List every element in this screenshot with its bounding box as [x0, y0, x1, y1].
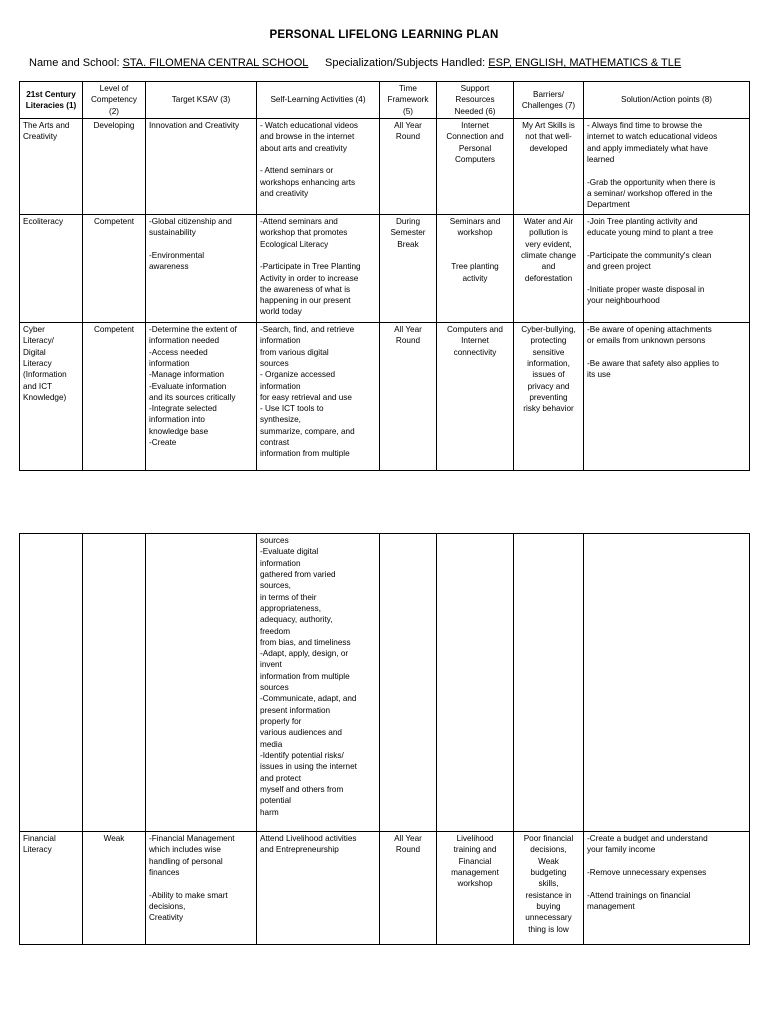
table-row	[20, 534, 750, 832]
solutions-cell: - Always find time to browse the internet to watch educational videos and apply immediately what have learned -Grab the opportunity when there is a seminar/ workshop offered in the Department	[584, 118, 750, 214]
level-cell: Competent	[83, 214, 146, 322]
header-resources: Support Resources Needed (6)	[437, 82, 514, 119]
header-activities: Self-Learning Activities (4)	[257, 82, 380, 119]
barriers-cell: Water and Air pollution is very evident, climate change and deforestation	[514, 214, 584, 322]
time-cell: All Year Round	[380, 118, 437, 214]
time-cell: All Year Round	[380, 322, 437, 470]
ksav-cell: -Financial Management which includes wise handling of personal finances -Ability to make smart decisions, Creativity	[146, 832, 257, 945]
solutions-cell: -Join Tree planting activity and educate young mind to plant a tree -Participate the community's clean and green project -Initiate proper waste disposal in your neighbourhood	[584, 214, 750, 322]
learning-plan-table	[19, 81, 750, 471]
table-row	[20, 118, 750, 214]
learning-plan-table-continued	[19, 533, 750, 945]
specialization-label: Specialization/Subjects Handled:	[325, 57, 489, 69]
literacy-cell	[20, 534, 83, 832]
table-row	[20, 322, 750, 470]
specialization-info	[325, 57, 681, 69]
literacy-cell: The Arts and Creativity	[20, 118, 83, 214]
activities-cell: sources -Evaluate digital information gathered from varied sources, in terms of their appropriateness, adequacy, authority, freedom from bias, and timeliness -Adapt, apply, design, or invent information from multiple sources -Communicate, adapt, and present information properly for various audiences and media -Identify potential risks/ issues in using the internet and protect myself and others from potential harm	[257, 534, 380, 832]
activities-cell: -Search, find, and retrieve information from various digital sources - Organize accessed information for easy retrieval and use - Use ICT tools to synthesize, summarize, compare, and contrast information from multiple	[257, 322, 380, 470]
level-cell: Developing	[83, 118, 146, 214]
header-ksav: Target KSAV (3)	[146, 82, 257, 119]
barriers-cell: Poor financial decisions, Weak budgeting skills, resistance in buying unnecessary thing is low	[514, 832, 584, 945]
level-cell: Competent	[83, 322, 146, 470]
activities-cell: - Watch educational videos and browse in the internet about arts and creativity - Attend seminars or workshops enhancing arts and creativity	[257, 118, 380, 214]
specialization-value: ESP, ENGLISH, MATHEMATICS & TLE	[488, 57, 682, 69]
time-cell: During Semester Break	[380, 214, 437, 322]
header-solutions: Solution/Action points (8)	[584, 82, 750, 119]
name-school-value: STA. FILOMENA CENTRAL SCHOOL	[122, 57, 309, 69]
level-cell: Weak	[83, 832, 146, 945]
page-title: PERSONAL LIFELONG LEARNING PLAN	[269, 29, 499, 41]
time-cell: All Year Round	[380, 832, 437, 945]
header-literacies: 21st Century Literacies (1)	[20, 82, 83, 119]
literacy-cell: Financial Literacy	[20, 832, 83, 945]
header-level: Level of Competency (2)	[83, 82, 146, 119]
time-cell	[380, 534, 437, 832]
table-header-row	[20, 82, 750, 119]
name-school-label: Name and School:	[29, 57, 123, 69]
resources-cell	[437, 534, 514, 832]
activities-cell: -Attend seminars and workshop that promotes Ecological Literacy -Participate in Tree Planting Activity in order to increase the awareness of what is happening in our present world today	[257, 214, 380, 322]
solutions-cell	[584, 534, 750, 832]
ksav-cell: Innovation and Creativity	[146, 118, 257, 214]
header-time: Time Framework (5)	[380, 82, 437, 119]
level-cell	[83, 534, 146, 832]
ksav-cell: -Determine the extent of information needed -Access needed information -Manage information -Evaluate information and its sources critically -Integrate selected information into knowledge base -Create	[146, 322, 257, 470]
literacy-cell: Ecoliteracy	[20, 214, 83, 322]
solutions-cell: -Be aware of opening attachments or emails from unknown persons -Be aware that safety also applies to its use	[584, 322, 750, 470]
literacy-cell: Cyber Literacy/ Digital Literacy (Information and ICT Knowledge)	[20, 322, 83, 470]
barriers-cell: My Art Skills is not that well- developed	[514, 118, 584, 214]
activities-cell: Attend Livelihood activities and Entrepreneurship	[257, 832, 380, 945]
resources-cell: Seminars and workshop Tree planting activity	[437, 214, 514, 322]
teacher-info-line	[29, 57, 682, 69]
ksav-cell	[146, 534, 257, 832]
barriers-cell: Cyber-bullying, protecting sensitive information, issues of privacy and preventing risky behavior	[514, 322, 584, 470]
solutions-cell: -Create a budget and understand your family income -Remove unnecessary expenses -Attend trainings on financial management	[584, 832, 750, 945]
barriers-cell	[514, 534, 584, 832]
resources-cell: Livelihood training and Financial management workshop	[437, 832, 514, 945]
header-barriers: Barriers/ Challenges (7)	[514, 82, 584, 119]
resources-cell: Internet Connection and Personal Computers	[437, 118, 514, 214]
table-row	[20, 832, 750, 945]
table-row	[20, 214, 750, 322]
ksav-cell: -Global citizenship and sustainability -Environmental awareness	[146, 214, 257, 322]
resources-cell: Computers and Internet connectivity	[437, 322, 514, 470]
